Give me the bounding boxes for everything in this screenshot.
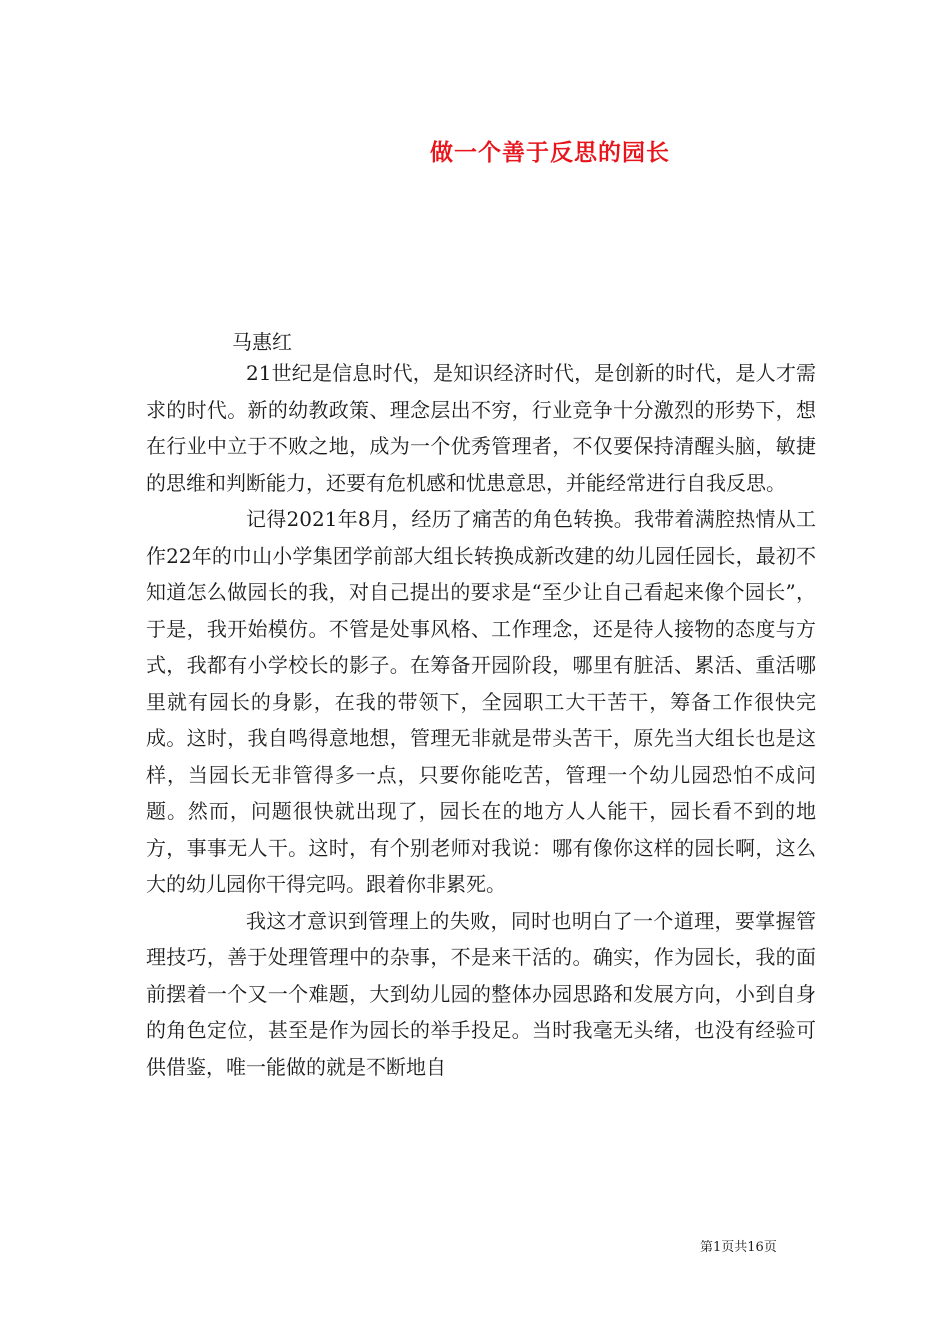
document-title: 做一个善于反思的园长 xyxy=(430,139,670,166)
paragraph: 我这才意识到管理上的失败，同时也明白了一个道理，要掌握管理技巧，善于处理管理中的杂事，不是来干活的。确实，作为园长，我的面前摆着一个又一个难题，大到幼儿园的整体办园思路和发展方向，小到自身的角色定位，甚至是作为园长的举手投足。当时我毫无头绪，也没有经验可供借鉴，唯一能做的就是不断地自 xyxy=(146,908,816,1079)
author-name: 马惠红 xyxy=(232,330,292,354)
paragraph: 记得2021年8月，经历了痛苦的角色转换。我带着满腔热情从工作22年的巾山小学集团学前部大组长转换成新改建的幼儿园任园长，最初不知道怎么做园长的我，对自己提出的要求是“至少让自己看起来像个园长”，于是，我开始模仿。不管是处事风格、工作理念，还是待人接物的态度与方式，我都有小学校长的影子。在筹备开园阶段，哪里有脏活、累活、重活哪里就有园长的身影，在我的带领下，全园职工大干苦干，筹备工作很快完成。这时，我自鸣得意地想，管理无非就是带头苦干，原先当大组长也是这样，当园长无非管得多一点，只要你能吃苦，管理一个幼儿园恐怕不成问题。然而，问题很快就出现了，园长在的地方人人能干，园长看不到的地方，事事无人干。这时，有个别老师对我说：哪有像你这样的园长啊，这么大的幼儿园你干得完吗。跟着你非累死。 xyxy=(146,507,816,896)
page-number-footer: 第1页共16页 xyxy=(700,1240,777,1255)
document-body xyxy=(146,355,816,1085)
paragraph: 21世纪是信息时代，是知识经济时代，是创新的时代，是人才需求的时代。新的幼教政策、理念层出不穷，行业竞争十分激烈的形势下，想在行业中立于不败之地，成为一个优秀管理者，不仅要保持清醒头脑，敏捷的思维和判断能力，还要有危机感和忧患意思，并能经常进行自我反思。 xyxy=(146,361,816,495)
